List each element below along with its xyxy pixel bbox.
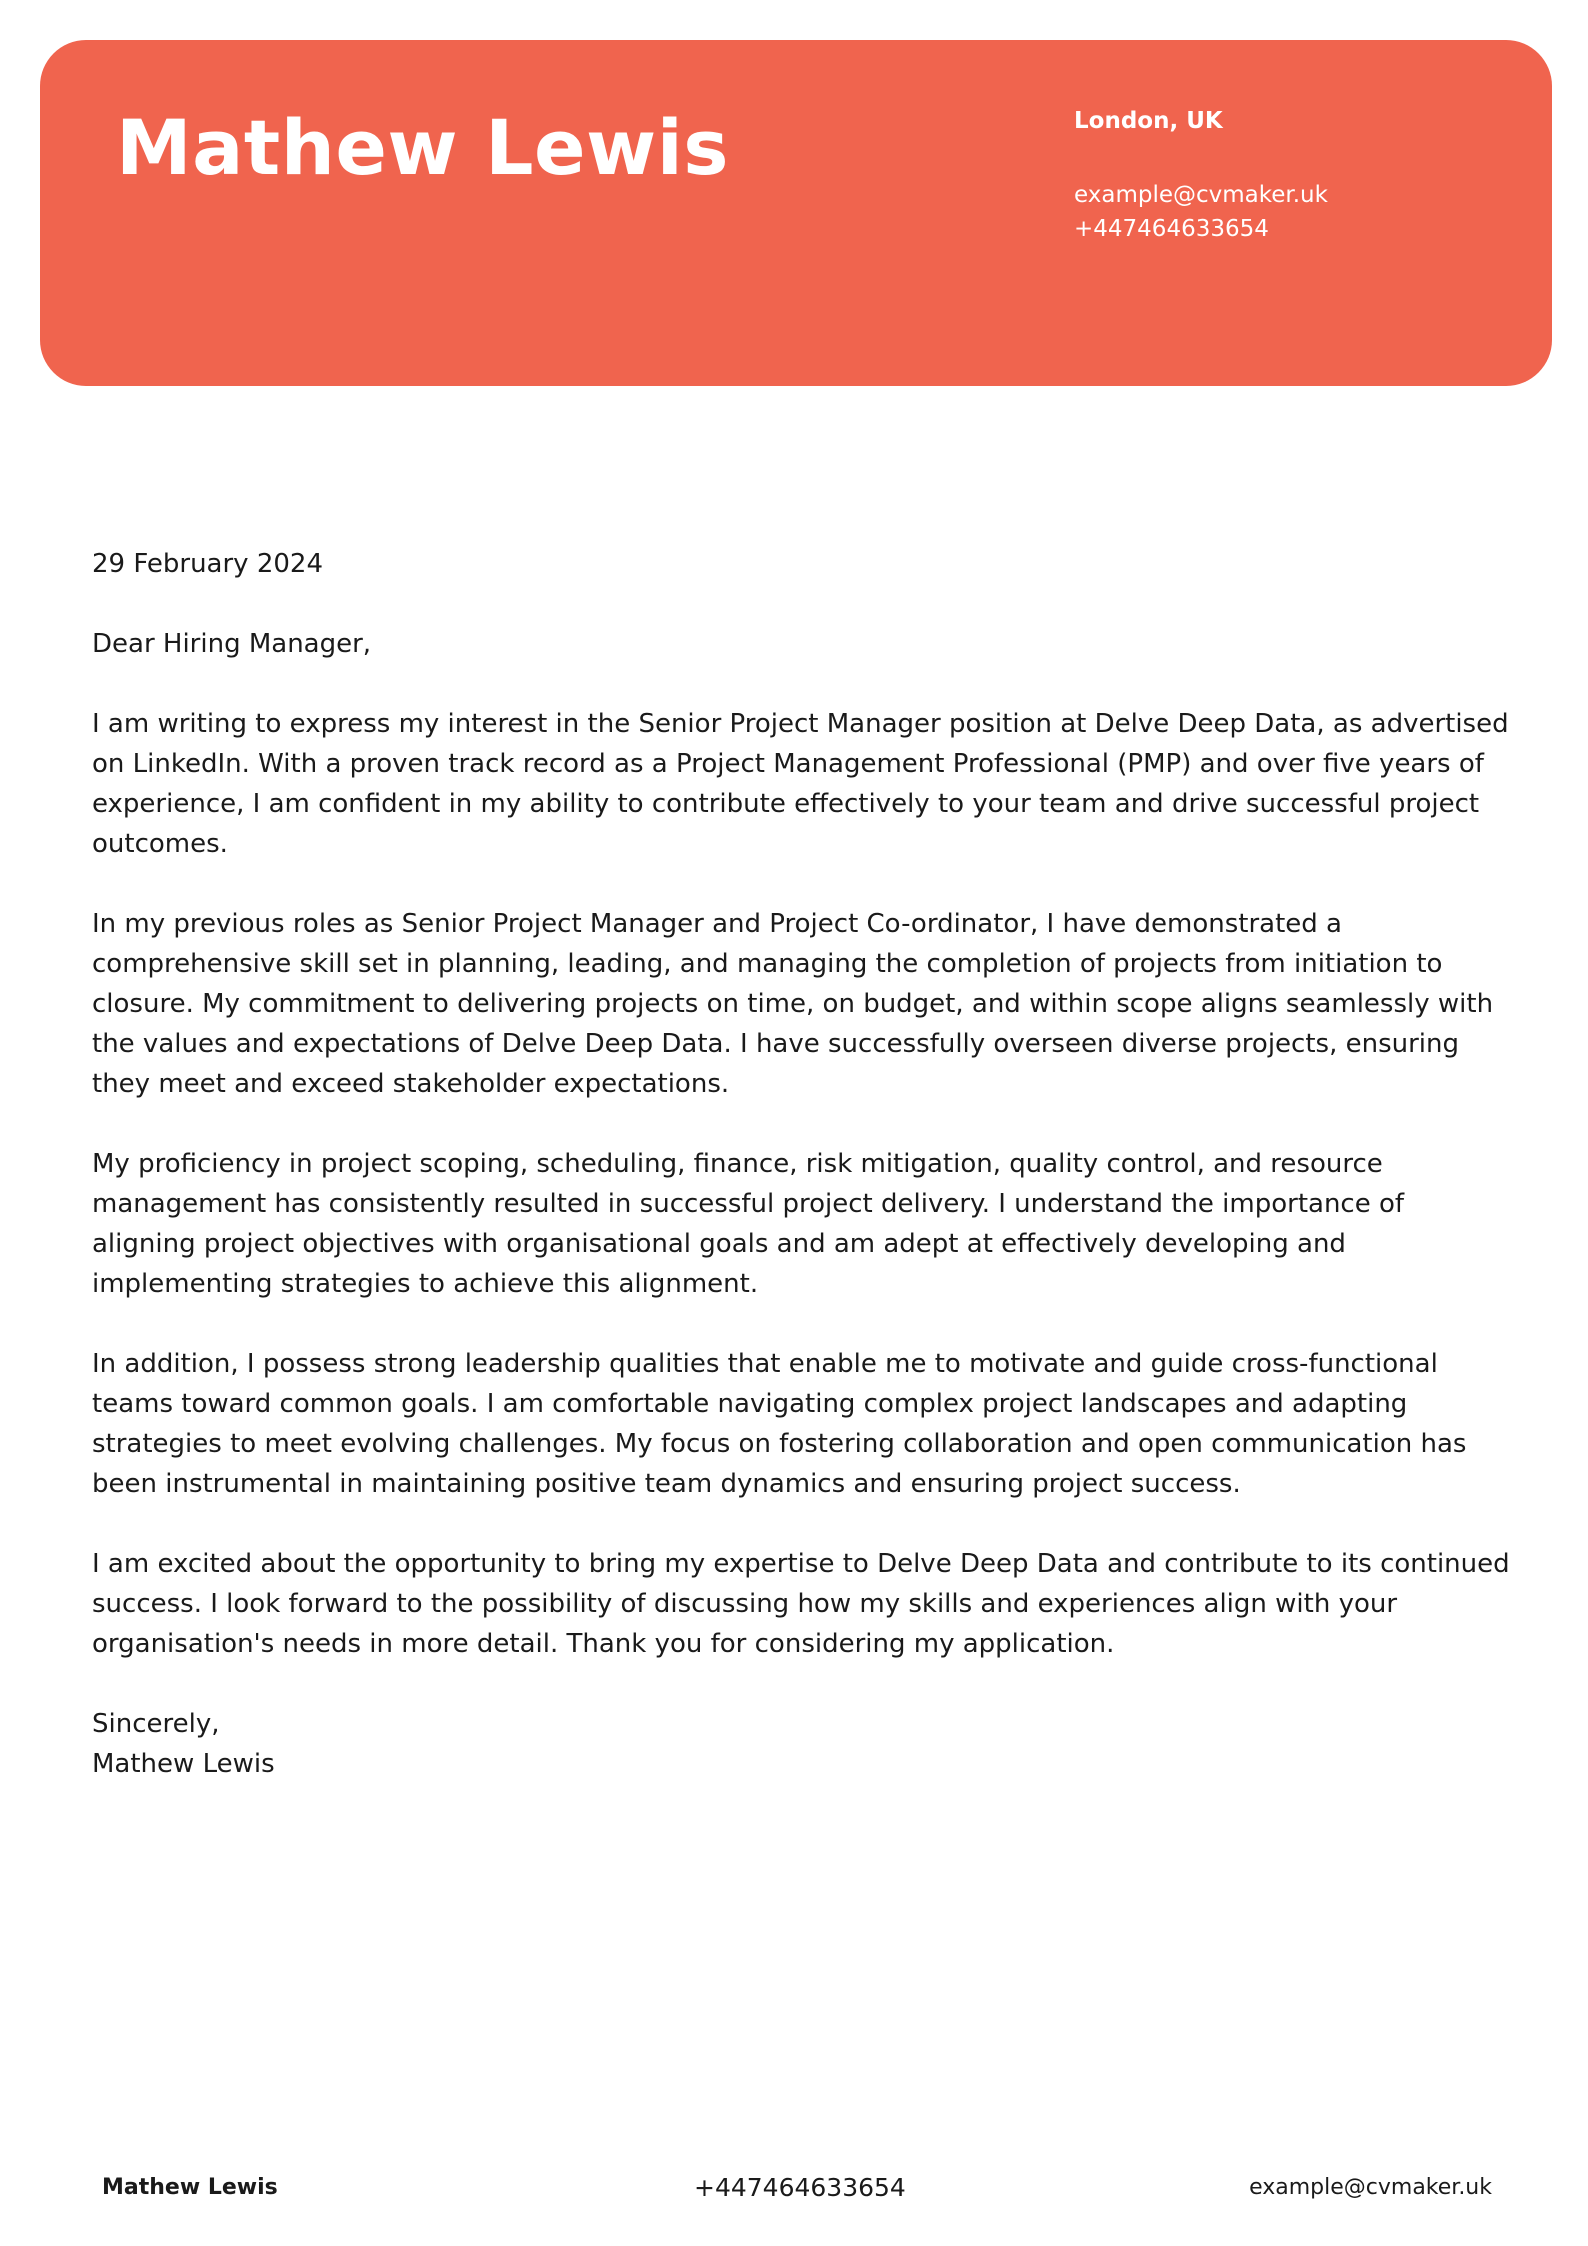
footer-phone[interactable]: +447464633654 [694,2173,906,2202]
paragraph-1: I am writing to express my interest in the Senior Project Manager position at Delve Deep Data, as advertised on LinkedIn. With a proven track record as a Project Management Professional (PMP) and over five years of experience, I am confident in my ability to contribute effectively to your team and drive successful project outcomes. [92,709,1509,859]
applicant-name: Mathew Lewis [116,103,730,192]
header-contact [1074,104,1328,246]
footer-name: Mathew Lewis [102,2175,278,2200]
paragraph-5: I am excited about the opportunity to bring my expertise to Delve Deep Data and contribute to its continued success. I look forward to the possibility of discussing how my skills and experiences align with your organisation's needs in more detail. Thank you for considering my application. [92,1549,1510,1659]
letter-date: 29 February 2024 [92,549,323,579]
paragraph-4: In addition, I possess strong leadership qualities that enable me to motivate and guide cross-functional teams toward common goals. I am comfortable navigating complex project landscapes and adapting strategies to meet evolving challenges. My focus on fostering collaboration and open communication has been instrumental in maintaining positive team dynamics and ensuring project success. [92,1349,1467,1499]
header-banner [40,40,1552,386]
salutation: Dear Hiring Manager, [92,629,372,659]
footer [0,2168,1588,2208]
location-text: London, UK [1074,108,1223,134]
signature: Mathew Lewis [92,1749,275,1779]
letter-body [92,544,1512,1784]
closing: Sincerely, [92,1709,220,1739]
paragraph-3: My proficiency in project scoping, scheduling, finance, risk mitigation, quality control, and resource management has consistently resulted in successful project delivery. I understand the importance of aligning project objectives with organisational goals and am adept at effectively developing and implementing strategies to achieve this alignment. [92,1149,1405,1299]
email-link[interactable]: example@cvmaker.uk [1074,182,1328,208]
phone-text[interactable]: +447464633654 [1074,216,1269,242]
footer-email[interactable]: example@cvmaker.uk [1249,2175,1492,2200]
paragraph-2: In my previous roles as Senior Project Manager and Project Co-ordinator, I have demonstrated a comprehensive skill set in planning, leading, and managing the completion of projects from initiation to closure. My commitment to delivering projects on time, on budget, and within scope aligns seamlessly with the values and expectations of Delve Deep Data. I have successfully overseen diverse projects, ensuring they meet and exceed stakeholder expectations. [92,909,1494,1099]
